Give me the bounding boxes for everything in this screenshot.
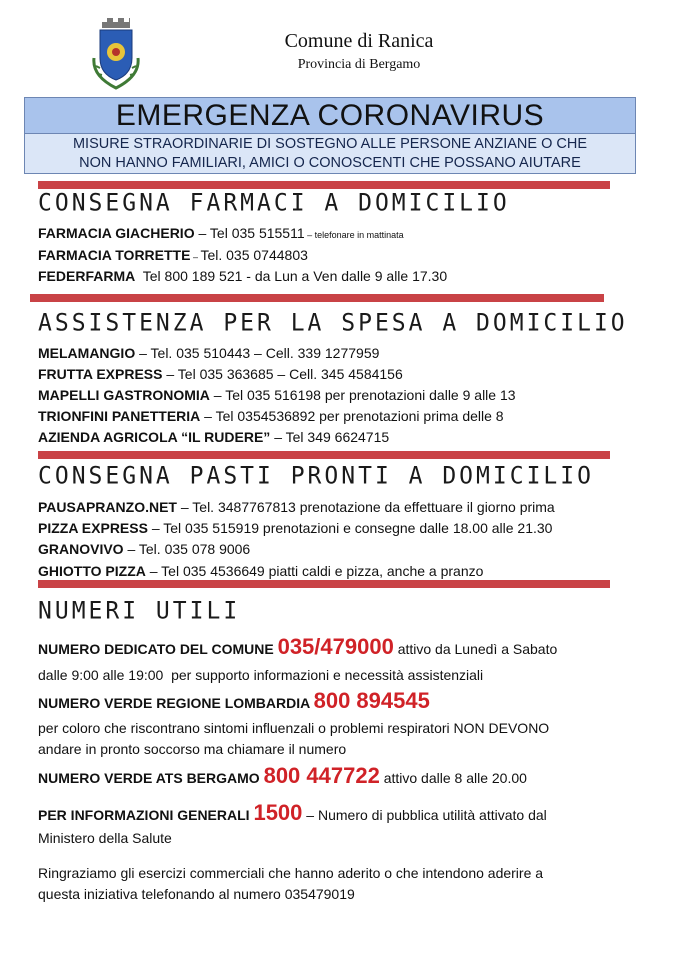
list-item: PIZZA EXPRESS – Tel 035 515919 prenotazioni e consegne dalle 18.00 alle 21.30 <box>38 520 553 536</box>
comune-name: Comune di Ranica <box>284 30 434 52</box>
divider-bar <box>38 580 610 588</box>
numero-info: 1500 <box>253 800 303 825</box>
provincia-name: Provincia di Bergamo <box>297 57 421 72</box>
footer-line-1: Ringraziamo gli esercizi commerciali che hanno aderito o che intendono aderire a <box>38 865 544 881</box>
numero-regione-desc-2: andare in pronto soccorso ma chiamare il numero <box>38 741 347 757</box>
numero-comune: 035/479000 <box>277 634 394 659</box>
section-title-farmaci: CONSEGNA FARMACI A DOMICILIO <box>38 189 510 217</box>
list-item: FARMACIA TORRETTE – Tel. 035 0744803 <box>38 247 308 263</box>
list-item: GRANOVIVO – Tel. 035 078 9006 <box>38 541 251 557</box>
list-item: MELAMANGIO – Tel. 035 510443 – Cell. 339 1277959 <box>38 345 380 361</box>
numero-regione-line: NUMERO VERDE REGIONE LOMBARDIA 800 894545 <box>38 688 430 713</box>
list-item: PAUSAPRANZO.NET – Tel. 3487767813 prenotazione da effettuare il giorno prima <box>38 499 555 515</box>
divider-bar <box>30 294 604 302</box>
list-item: MAPELLI GASTRONOMIA – Tel 035 516198 per prenotazioni dalle 9 alle 13 <box>38 387 516 403</box>
numero-ats-line: NUMERO VERDE ATS BERGAMO 800 447722 attivo dalle 8 alle 20.00 <box>38 763 527 788</box>
measures-line-1: MISURE STRAORDINARIE DI SOSTEGNO ALLE PERSONE ANZIANE O CHE <box>72 136 588 152</box>
list-item: AZIENDA AGRICOLA “IL RUDERE” – Tel 349 6624715 <box>38 429 390 445</box>
numero-regione: 800 894545 <box>313 688 430 713</box>
measures-line-2: NON HANNO FAMILIARI, AMICI O CONOSCENTI CHE POSSANO AIUTARE <box>79 155 581 171</box>
numero-regione-desc-1: per coloro che riscontrano sintomi influenzali o problemi respiratori NON DEVONO <box>38 720 550 736</box>
numero-info-line: PER INFORMAZIONI GENERALI 1500 – Numero di pubblica utilità attivato dal <box>38 800 547 825</box>
list-item: FRUTTA EXPRESS – Tel 035 363685 – Cell. 345 4584156 <box>38 366 403 382</box>
list-item: FARMACIA GIACHERIO – Tel 035 515511 – telefonare in mattinata <box>38 225 404 241</box>
list-item: GHIOTTO PIZZA – Tel 035 4536649 piatti caldi e pizza, anche a pranzo <box>38 563 484 579</box>
measures-subtitle <box>24 134 636 174</box>
numero-comune-line: NUMERO DEDICATO DEL COMUNE 035/479000 attivo da Lunedì a Sabato <box>38 634 558 659</box>
divider-bar <box>38 451 610 459</box>
numero-comune-desc: dalle 9:00 alle 19:00 per supporto informazioni e necessità assistenziali <box>38 667 484 683</box>
footer-line-2: questa iniziativa telefonando al numero 035479019 <box>38 886 355 902</box>
section-title-spesa: ASSISTENZA PER LA SPESA A DOMICILIO <box>38 309 628 337</box>
section-title-numeri: NUMERI UTILI <box>38 597 241 625</box>
divider-bar <box>38 181 610 189</box>
section-title-pasti: CONSEGNA PASTI PRONTI A DOMICILIO <box>38 462 594 490</box>
list-item: FEDERFARMA Tel 800 189 521 - da Lun a Ven dalle 9 alle 17.30 <box>38 268 448 284</box>
emergency-title: EMERGENZA CORONAVIRUS <box>24 97 636 134</box>
numero-info-desc: Ministero della Salute <box>38 830 172 846</box>
numero-ats: 800 447722 <box>263 763 380 788</box>
list-item: TRIONFINI PANETTERIA – Tel 0354536892 per prenotazioni prima delle 8 <box>38 408 504 424</box>
